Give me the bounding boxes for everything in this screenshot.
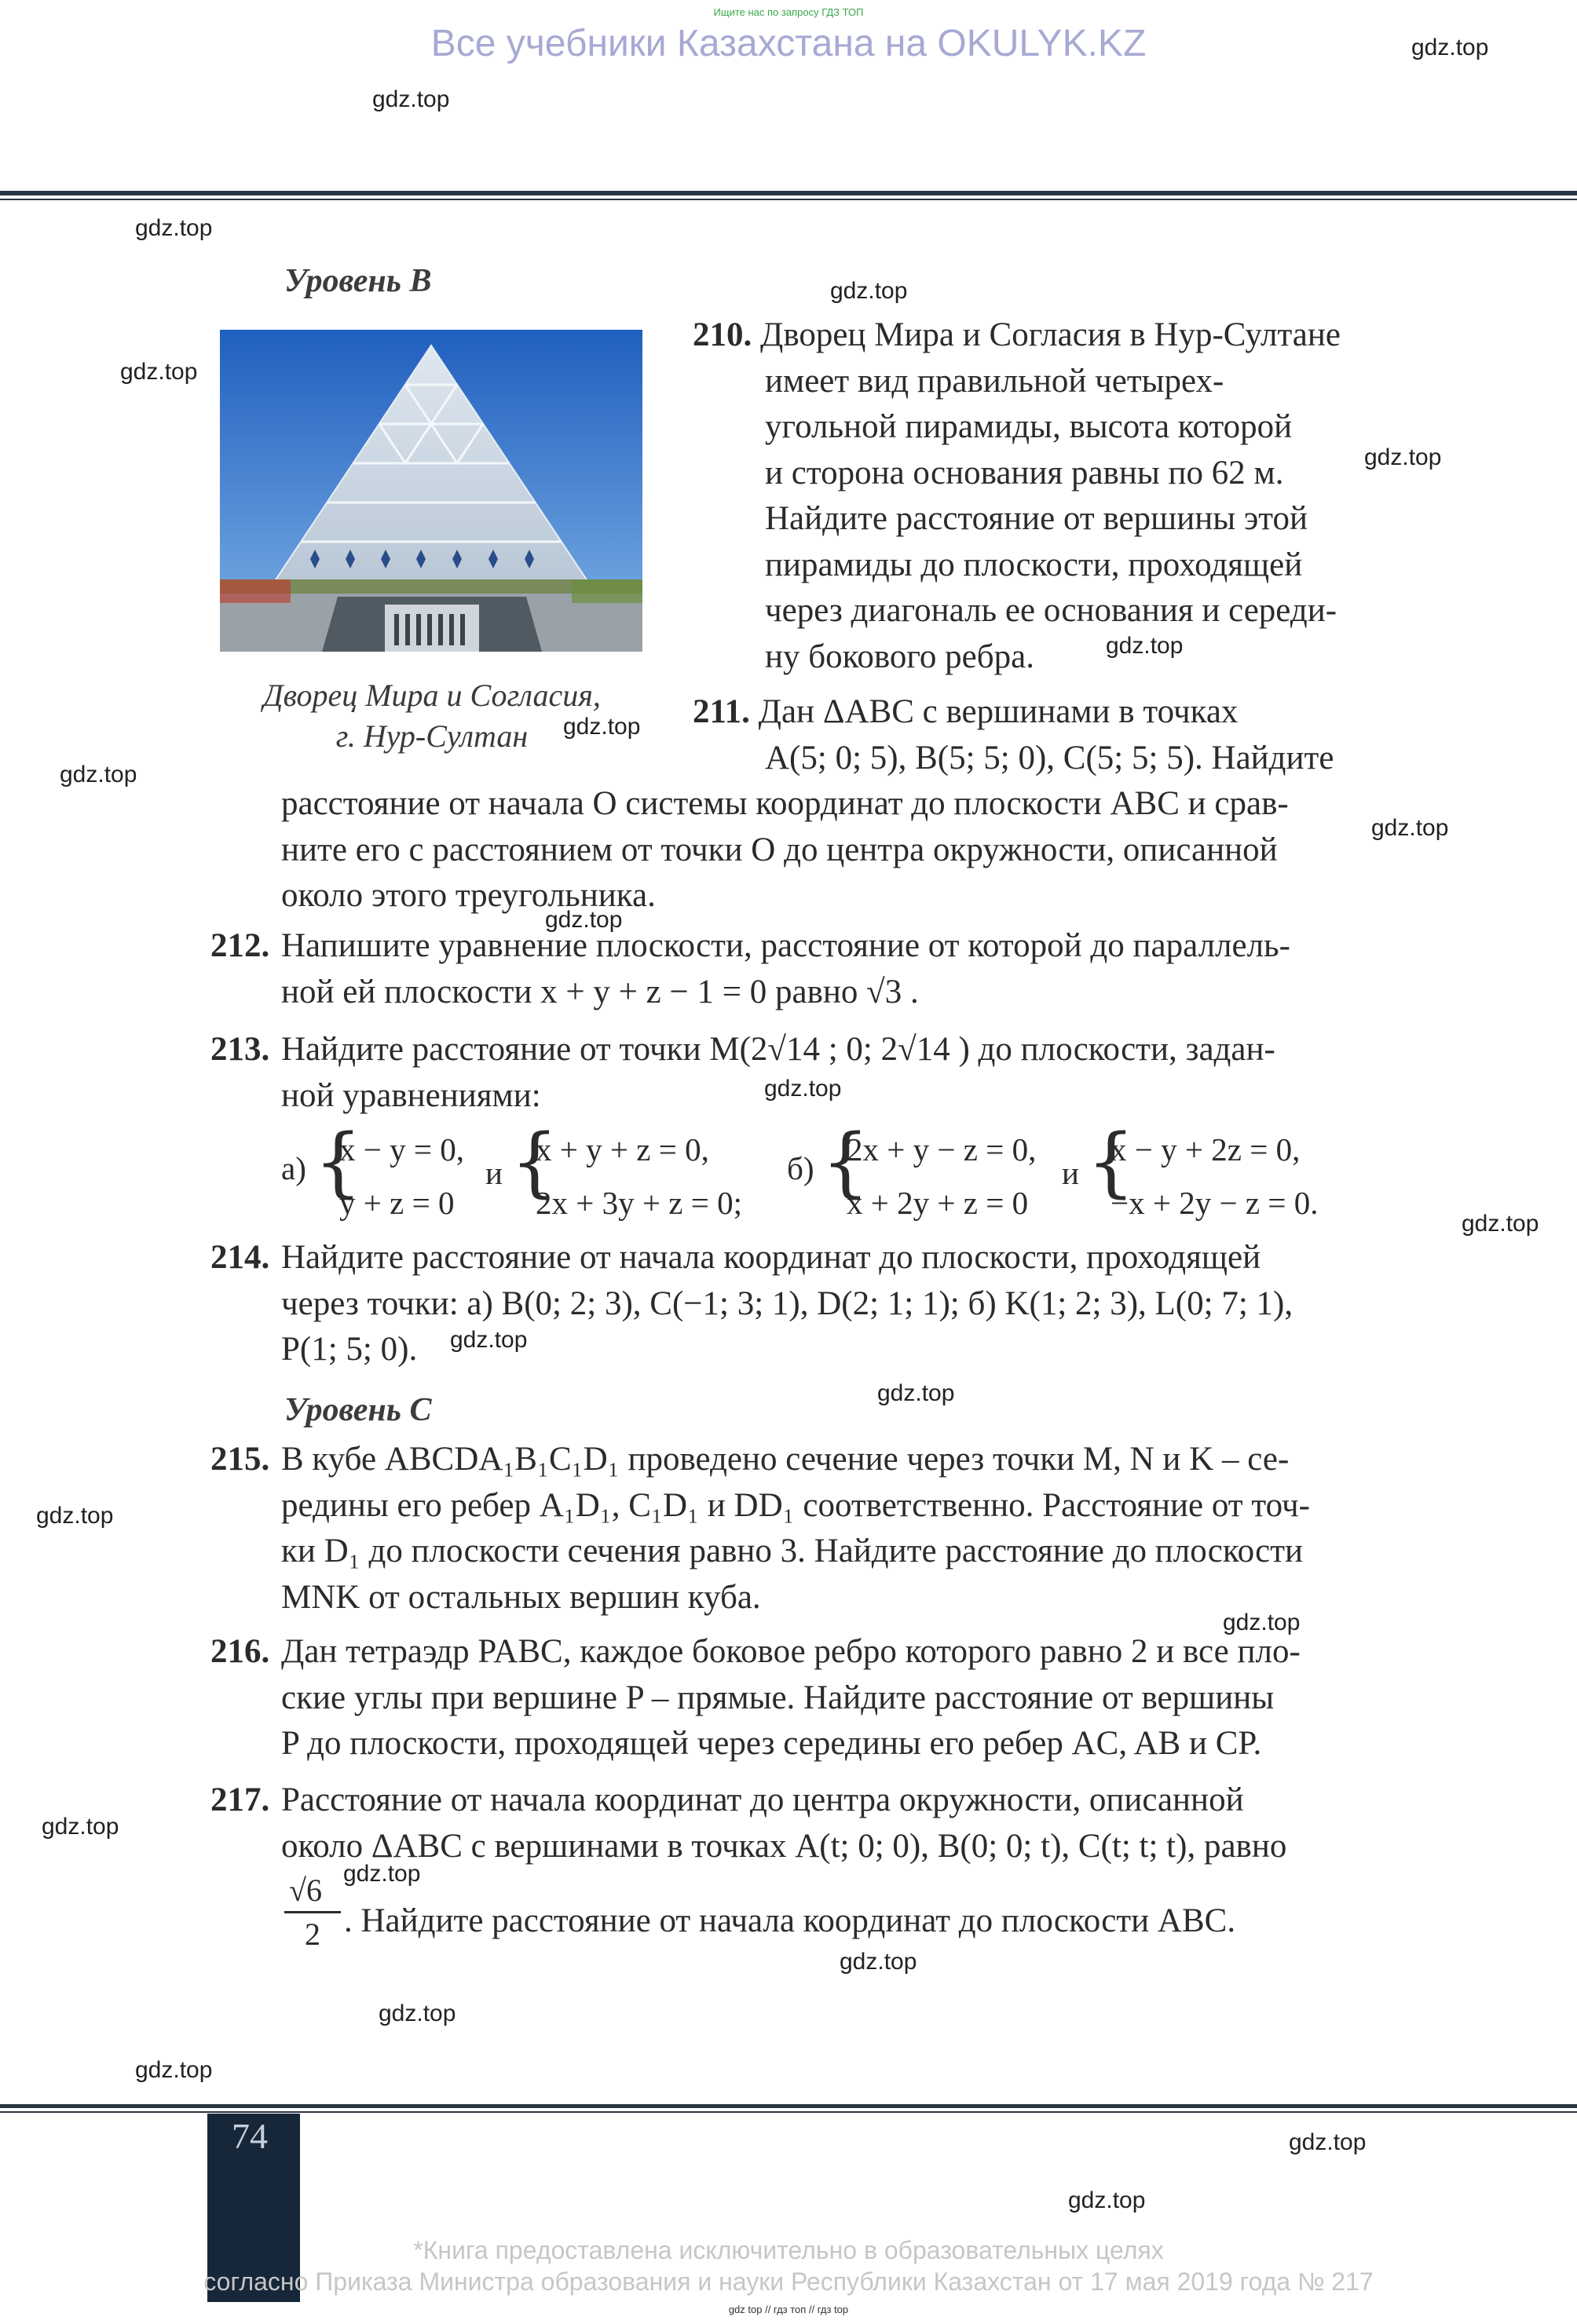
problem-line: ские углы при вершине P – прямые. Найдите расстояние от вершины: [281, 1679, 1275, 1716]
watermark: gdz.top: [1106, 633, 1184, 659]
top-rule-thin: [0, 199, 1577, 200]
watermark: gdz.top: [343, 1861, 421, 1887]
problem-number: 216.: [210, 1633, 270, 1670]
problem-line: ной уравнениями:: [281, 1076, 541, 1114]
watermark: gdz.top: [1223, 1610, 1301, 1635]
and-word: и: [485, 1155, 503, 1191]
problem-line: и сторона основания равны по 62 м.: [765, 454, 1284, 491]
section-heading-level-c: Уровень С: [284, 1392, 432, 1428]
problem-number: 217.: [210, 1781, 270, 1818]
problem-211-head: [693, 689, 1368, 781]
problem-line: пирамиды до плоскости, проходящей: [765, 546, 1303, 583]
equation: 2x + 3y + z = 0;: [536, 1185, 742, 1221]
watermark: gdz.top: [877, 1380, 955, 1406]
problem-line: P до плоскости, проходящей через середины его ребер AC, AB и CP.: [281, 1725, 1262, 1762]
equation: 2x + y − z = 0,: [847, 1131, 1037, 1167]
watermark: gdz.top: [545, 907, 623, 933]
fraction-bar: [284, 1911, 341, 1913]
problem-line: ну бокового ребра.: [765, 638, 1034, 675]
equation: x + y + z = 0,: [536, 1131, 709, 1167]
problem-line: Дан ΔABC с вершинами в точках: [758, 693, 1239, 730]
footer-notice: *Книга предоставлена исключительно в образовательных целях: [413, 2236, 1164, 2264]
problem-217: [210, 1778, 1389, 1869]
problem-line: P(1; 5; 0).: [281, 1331, 418, 1368]
problem-line: имеет вид правильной четырех-: [765, 362, 1224, 400]
figure-caption: [236, 675, 628, 757]
problem-line: расстояние от начала O системы координат до плоскости ABC и срав-: [281, 785, 1289, 822]
watermark: gdz.top: [379, 2001, 456, 2026]
watermark: gdz.top: [135, 215, 213, 241]
problem-number: 212.: [210, 927, 270, 964]
problem-214: [210, 1235, 1389, 1373]
page-number: 74: [232, 2116, 268, 2156]
fraction-numerator: √6: [289, 1873, 322, 1908]
problem-line: . Найдите расстояние от начала координат до плоскости ABC.: [344, 1902, 1236, 1939]
watermark: gdz.top: [840, 1949, 917, 1975]
problem-line: MNK от остальных вершин куба.: [281, 1578, 761, 1616]
footer-notice: согласно Приказа Министра образования и науки Республики Казахстан от 17 мая 2019 года № 217: [203, 2267, 1374, 2296]
equation: x − y = 0,: [339, 1131, 464, 1167]
palace-of-peace-photo: [220, 330, 642, 652]
problem-212: [210, 923, 1389, 1015]
equation: x − y + 2z = 0,: [1110, 1131, 1301, 1167]
problem-215: [210, 1437, 1389, 1621]
watermark: gdz.top: [42, 1814, 119, 1840]
problem-line: Дворец Мира и Согласия в Нур-Султане: [760, 316, 1341, 353]
watermark: gdz.top: [60, 762, 137, 787]
label-a: а): [281, 1150, 306, 1186]
fraction-denominator: 2: [305, 1917, 320, 1952]
watermark: gdz.top: [1364, 444, 1442, 470]
problem-line: около этого треугольника.: [281, 877, 656, 914]
top-rule: [0, 191, 1577, 195]
label-b: б): [787, 1150, 814, 1186]
problem-line: через точки: а) B(0; 2; 3), C(−1; 3; 1), D(2; 1; 1); б) K(1; 2; 3), L(0; 7; 1),: [281, 1284, 1293, 1322]
problem-line: Найдите расстояние от точки M(2√14 ; 0; 2√14 ) до плоскости, задан-: [281, 1031, 1275, 1068]
caption-line: Дворец Мира и Согласия,: [263, 678, 601, 713]
bottom-rule-thin: [0, 2111, 1577, 2113]
brace-icon: {: [510, 1118, 559, 1206]
problem-line: через диагональ ее основания и середи-: [765, 592, 1337, 629]
problem-line: Дан тетраэдр PABC, каждое боковое ребро которого равно 2 и все пло-: [281, 1633, 1301, 1670]
brace-icon: {: [821, 1118, 870, 1206]
header-search-hint[interactable]: Ищите нас по запросу ГДЗ ТОП: [713, 6, 864, 18]
watermark: gdz.top: [764, 1076, 842, 1102]
watermark: gdz.top: [563, 714, 641, 740]
and-word: и: [1062, 1155, 1079, 1191]
brace-icon: {: [314, 1118, 363, 1206]
equation: −x + 2y − z = 0.: [1110, 1185, 1319, 1221]
header-site-title[interactable]: Все учебники Казахстана на OKULYK.KZ: [430, 23, 1147, 64]
problem-line: ки D₁ до плоскости сечения равно 3. Найдите расстояние до плоскости: [281, 1533, 1304, 1569]
problem-line: Напишите уравнение плоскости, расстояние от которой до параллель-: [281, 927, 1290, 964]
problem-number: 214.: [210, 1239, 270, 1276]
watermark: gdz.top: [1462, 1211, 1539, 1237]
problem-211-body: [281, 781, 1381, 919]
watermark: gdz.top: [1289, 2129, 1367, 2155]
watermark: gdz.top: [135, 2057, 213, 2083]
watermark: gdz.top: [372, 86, 450, 112]
problem-216: [210, 1629, 1389, 1767]
watermark: gdz.top: [1068, 2187, 1146, 2213]
watermark: gdz.top: [450, 1327, 528, 1353]
problem-210: [693, 312, 1368, 680]
problem-line: ните его с расстоянием от точки O до центра окружности, описанной: [281, 831, 1278, 868]
watermark: gdz.top: [1371, 815, 1449, 841]
problem-line: редины его ребер A₁D₁, C₁D₁ и DD₁ соответственно. Расстояние от точ-: [281, 1486, 1310, 1524]
problem-line: A(5; 0; 5), B(5; 5; 0), C(5; 5; 5). Найдите: [765, 739, 1334, 776]
watermark: gdz.top: [1411, 35, 1489, 60]
footer-links[interactable]: gdz top // гдз топ // гдз top: [728, 2304, 849, 2315]
problem-line: Найдите расстояние от начала координат до плоскости, проходящей: [281, 1239, 1261, 1276]
problem-number: 215.: [210, 1441, 270, 1478]
problem-line: Найдите расстояние от вершины этой: [765, 500, 1308, 537]
watermark: gdz.top: [120, 359, 198, 385]
bottom-rule: [0, 2104, 1577, 2108]
problem-line: Расстояние от начала координат до центра окружности, описанной: [281, 1781, 1244, 1818]
caption-line: г. Нур-Султан: [335, 718, 529, 754]
equation: x + 2y + z = 0: [847, 1185, 1029, 1221]
watermark: gdz.top: [830, 278, 908, 304]
problem-line: ной ей плоскости x + y + z − 1 = 0 равно √3 .: [281, 973, 919, 1010]
problem-number: 213.: [210, 1031, 270, 1068]
problem-line: около ΔABC с вершинами в точках A(t; 0; 0), B(0; 0; t), C(t; t; t), равно: [281, 1827, 1287, 1865]
problem-line: угольной пирамиды, высота которой: [765, 408, 1293, 445]
problem-number: 210.: [693, 316, 752, 353]
problem-213: [210, 1027, 1389, 1119]
problem-number: 211.: [693, 693, 750, 730]
watermark: gdz.top: [36, 1503, 114, 1529]
brace-icon: {: [1087, 1118, 1136, 1206]
section-heading-level-b: Уровень В: [284, 263, 432, 299]
equation: y + z = 0: [339, 1185, 455, 1221]
problem-line: В кубе ABCDA₁B₁C₁D₁ проведено сечение через точки M, N и K – се-: [281, 1441, 1290, 1478]
